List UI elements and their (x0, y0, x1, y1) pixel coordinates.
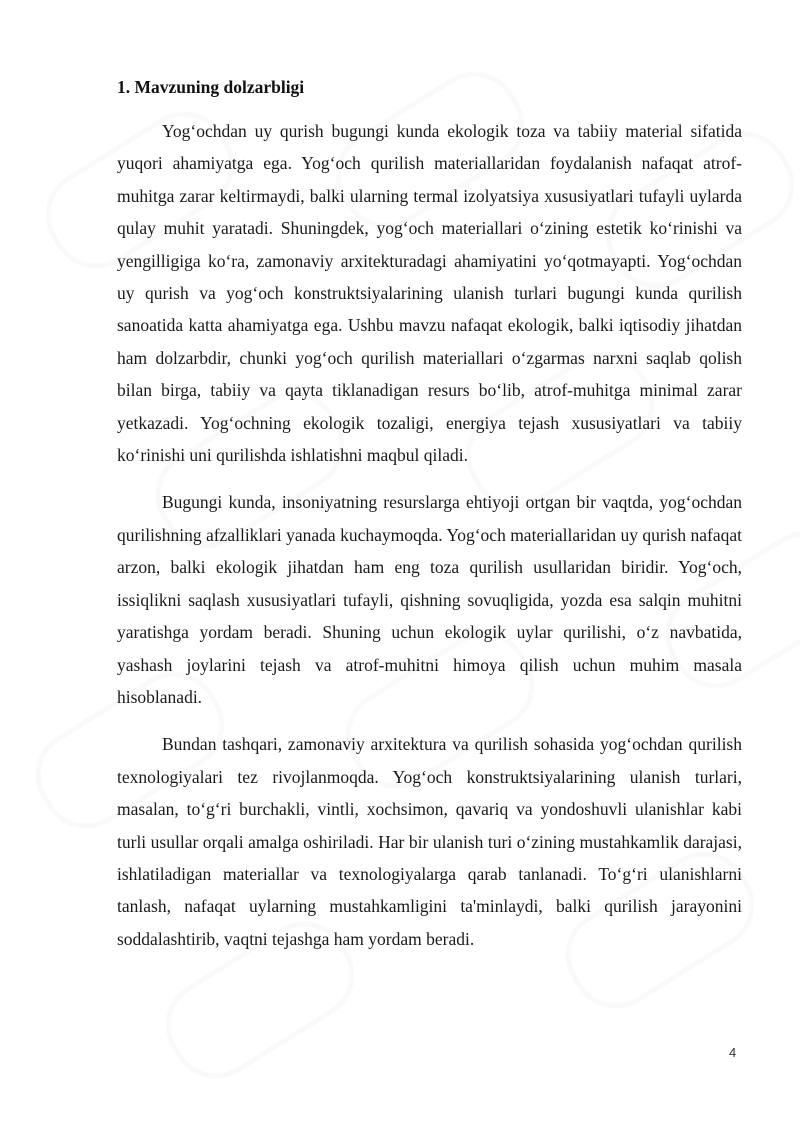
paragraph-2: Bugungi kunda, insoniyatning resurslarga ehtiyoji ortgan bir vaqtda, yog‘ochdan qurilishning afzalliklari yanada kuchaymoqda. Yog‘och materiallaridan uy qurish nafaqat arzon, balki ekologik jihatdan ham eng toza qurilish usullaridan biridir. Yog‘och, issiqlikni saqlash xususiyatlari tufayli, qishning sovuqligida, yozda esa salqin muhitni yaratishga yordam beradi. Shuning uchun ekologik uylar qurilishi, o‘z navbatida, yashash joylarini tejash va atrof-muhitni himoya qilish uchun muhim masala hisoblanadi. (117, 492, 742, 707)
page-number: 4 (729, 1045, 737, 1060)
paragraph-3: Bundan tashqari, zamonaviy arxitektura va qurilish sohasida yog‘ochdan qurilish texnologiyalari tez rivojlanmoqda. Yog‘och konstruktsiyalarining ulanish turlari, masalan, to‘g‘ri burchakli, vintli, xochsimon, qavariq va yondoshuvli ulanishlar kabi turli usullar orqali amalga oshiriladi. Har bir ulanish turi o‘zining mustahkamlik darajasi, ishlatiladigan materiallar va texnologiyalarga qarab tanlanadi. To‘g‘ri ulanishlarni tanlash, nafaqat uylarning mustahkamligini ta'minlaydi, balki qurilish jarayonini soddalashtirib, vaqtni tejashga ham yordam beradi. (117, 734, 742, 949)
paragraph-1: Yog‘ochdan uy qurish bugungi kunda ekologik toza va tabiiy material sifatida yuqori ahamiyatga ega. Yog‘och qurilish materiallaridan foydalanish nafaqat atrof-muhitga zarar keltirmaydi, balki ularning termal izolyatsiya xususiyatlari tufayli uylarda qulay muhit yaratadi. Shuningdek, yog‘och materiallari o‘zining estetik ko‘rinishi va yengilligiga ko‘ra, zamonaviy arxitekturadagi ahamiyatini yo‘qotmayapti. Yog‘ochdan uy qurish va yog‘och konstruktsiyalarining ulanish turlari bugungi kunda qurilish sanoatida katta ahamiyatga ega. Ushbu mavzu nafaqat ekologik, balki iqtisodiy jihatdan ham dolzarbdir, chunki yog‘och qurilish materiallari o‘zgarmas narxni saqlab qolish bilan birga, tabiiy va qayta tiklanadigan resurs bo‘lib, atrof-muhitga minimal zarar yetkazadi. Yog‘ochning ekologik tozaligi, energiya tejash xususiyatlari va tabiiy ko‘rinishi uni qurilishda ishlatishni maqbul qiladi. (117, 121, 742, 466)
section-heading: 1. Mavzuning dolzarbligi (117, 77, 305, 97)
document-body (117, 74, 742, 970)
